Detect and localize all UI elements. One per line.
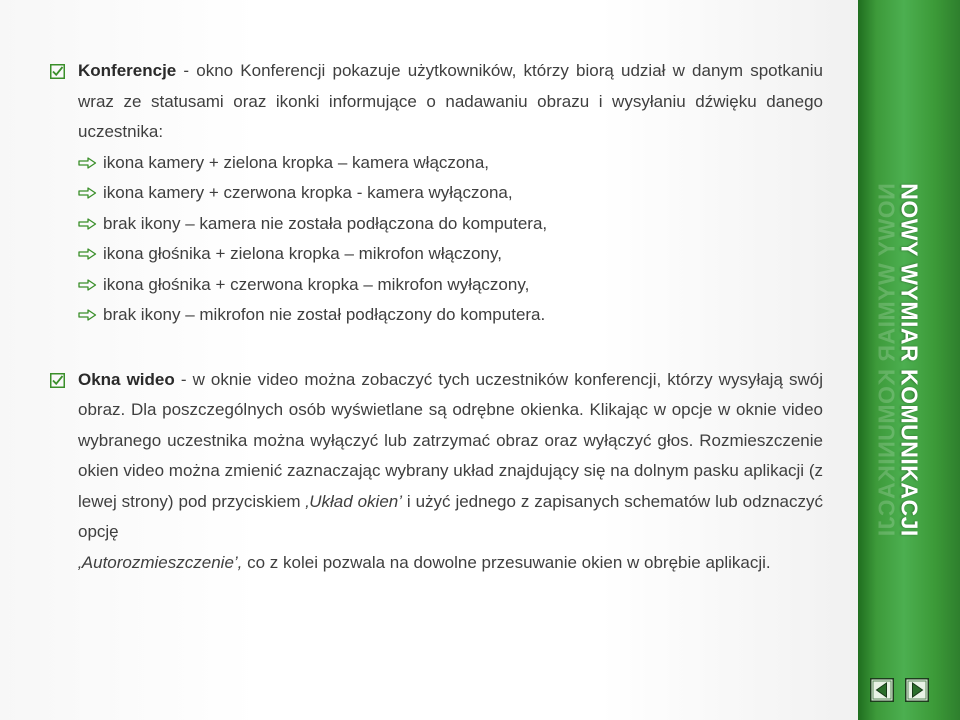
slide-text <box>48 56 823 578</box>
triangle-right-icon[interactable] <box>905 678 929 702</box>
okna-wideo-text-c: co z kolei pozwala na dowolne przesuwanie okien w obrębie aplikacji. <box>242 552 771 572</box>
sidebar-title-reflection: NOWY WYMIAR KOMUNIKACJI <box>873 183 900 537</box>
okna-wideo-text-a: - w oknie video można zobaczyć tych uczestników konferencji, którzy wysyłają swój obraz. Dla poszczególnych osób wyświetlane są odrębne okienka. Klikając w opcje w oknie video wybranego uczestnika można wyłączyć lub zatrzymać obraz oraz wyłączyć głos. Rozmieszczenie okien video można zmienić zaznaczając wybrany układ znajdujący się na dolnym pasku aplikacji (z lewej strony) pod przyciskiem <box>78 369 823 511</box>
list-item <box>78 178 823 209</box>
outline-arrow-right-icon <box>78 279 97 291</box>
outline-arrow-right-icon <box>78 248 97 260</box>
list-item <box>78 148 823 179</box>
list-item <box>78 209 823 240</box>
list-item <box>78 270 823 301</box>
okna-wideo-text-b: i użyć jednego z zapisanych schematów lub odznaczyć opcję <box>78 491 823 541</box>
list-item <box>78 300 823 331</box>
checkbox-check-icon <box>50 64 65 79</box>
status-list <box>78 148 823 331</box>
term-konferencje: Konferencje <box>78 61 177 80</box>
konferencje-description: - okno Konferencji pokazuje użytkowników, którzy biorą udział w danym spotkaniu wraz ze statusami oraz ikonki informujące o nadawaniu obrazu i wysyłaniu dźwięku danego uczestnika: <box>78 61 823 141</box>
section-gap <box>48 331 823 365</box>
term-okna-wideo: Okna wideo <box>78 369 175 389</box>
outline-arrow-right-icon <box>78 157 97 169</box>
list-item <box>78 239 823 270</box>
outline-arrow-right-icon <box>78 187 97 199</box>
sidebar-title: NOWY WYMIAR KOMUNIKACJI <box>896 183 923 537</box>
section-okna-wideo <box>48 365 823 579</box>
list-item-text: ikona głośnika + czerwona kropka – mikrofon wyłączony, <box>103 274 530 294</box>
uklad-okien-label: ‚Układ okien’ <box>305 491 403 511</box>
triangle-left-icon[interactable] <box>870 678 894 702</box>
list-item-text: ikona kamery + czerwona kropka - kamera wyłączona, <box>103 183 513 202</box>
outline-arrow-right-icon <box>78 309 97 321</box>
list-item-text: brak ikony – mikrofon nie został podłączony do komputera. <box>103 305 546 324</box>
sidebar-title-area <box>858 183 960 537</box>
okna-wideo-paragraph <box>78 365 823 579</box>
list-item-text: ikona kamery + zielona kropka – kamera włączona, <box>103 152 489 172</box>
section-konferencje <box>48 56 823 331</box>
section-konferencje-intro <box>78 56 823 148</box>
list-item-text: ikona głośnika + zielona kropka – mikrofon włączony, <box>103 244 502 263</box>
outline-arrow-right-icon <box>78 218 97 230</box>
list-item-text: brak ikony – kamera nie została podłączona do komputera, <box>103 213 548 233</box>
autorozmieszczenie-label: ‚Autorozmieszczenie’, <box>78 552 243 572</box>
checkbox-check-icon <box>50 373 65 388</box>
